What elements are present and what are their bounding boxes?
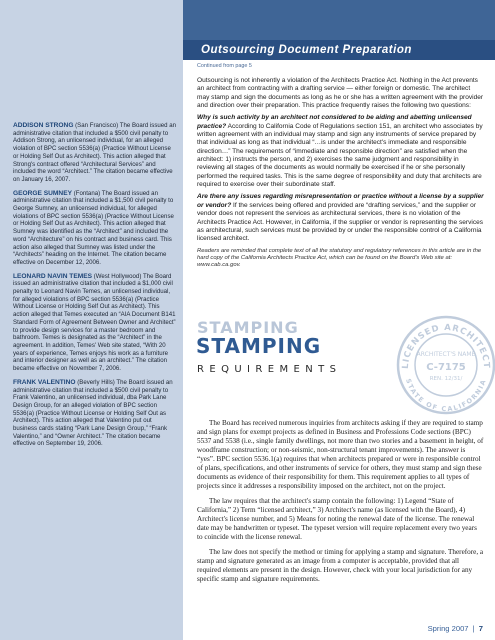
architect-seal-icon [391,310,495,420]
citation-name: ADDISON STRONG [13,122,74,129]
citations-sidebar [0,60,183,640]
stamping-paragraph: The law does not specify the method or timing for applying a stamp and signature. Therefore, a stamp and signature generated as an image from a computer is acceptable, provided that all required elements are present in the design. However, check with your local jurisdiction for any specific stamp and signature requirements. [197,548,484,583]
seal-inner-text: ARCHITECT'S NAME [416,351,476,358]
question-block-2 [197,193,484,243]
citation-item [13,122,177,184]
footer-separator: | [472,624,475,633]
citation-item [13,379,177,448]
citation-text: The Board issued an administrative citation that included a $500 civil penalty to Addison Strong, an unlicensed individual, for an alleged violation of BPC section 5536(a) (Practice Without License or Holding Self Out as Architect). This action alleged that Strong's contract offered “Architectural Services” and included the word “Architect.” The citation became effective on January 16, 2007. [13,122,176,183]
citation-text: The Board issued an administrative citation that included a $1,500 civil penalty to George Sumney, an unlicensed individual, for alleged violations of BPC section 5536(a) (Practice Without License or Holding Self Out as Architect). This action alleged that Sumney was identified as the “Architect” and included the word “Architecture” on his contract and business card. This action also alleged that Sumney was listed under the “Architects” heading on the Internet. The citation became effective on December 12, 2006. [13,189,174,266]
intro-paragraph: Outsourcing is not inherently a violation of the Architects Practice Act. Nothing in the Act prevents an architect from contracting with a drafting service — either foreign or domestic. The architect may stamp and sign the documents as long as he or she has a written agreement with the provider and direction over their preparation. This practice frequently raises the following two questions: [197,77,484,110]
footer-season: Spring 2007 [427,624,469,633]
stamping-paragraph: The law requires that the architect's stamp contain the following: 1) Legend “State of California,” 2) Term “licensed architect,” 3) Architect's name (as licensed with the Board), 4) Architect's license number, and 5) Means for noting the renewal date of the license. The renewal date may be handwritten or typeset. The typeset version will require replacement every two years to coincide with the license renewal. [197,497,477,541]
header-band [183,0,495,60]
citation-location: (Fontana) [73,189,101,197]
answer-1: According to California Code of Regulations section 151, an architect who associates by written agreement with an individual may stamp and sign any instruments of service prepared by that individual as long as that individual “…is under the architect's immediate and responsible direction…” The requirements of “immediate and responsible direction” are satisfied when the architect: 1) instructs the person, and 2) exercises the same judgment and responsibility in reviewing all stages of the documents as would normally be exercised if he or she personally performed the required tasks. This is the same degree of responsibility and duty that architects are required to exercise over their subordinate staff. [197,122,483,189]
citation-item [13,273,177,373]
stamping-heading: STAMPING [196,334,322,358]
reader-note: Readers are reminded that complete text of all the statutory and regulatory references in this article are in the hard copy of the California Architects Practice Act, which can be found on the Board's Web site at: www.cab.ca.gov. [197,247,482,269]
question-block-1 [197,114,484,189]
seal-state-text: STATE OF CALIFORNIA [404,377,488,414]
citation-item [13,190,177,267]
citation-text: The Board issued an administrative citation that included a $1,000 civil penalty to Leonard Navin Temes, an unlicensed individual, for alleged violations of BPC section 5536(a) (Practice Without License or Holding Self Out as Architect). This action alleged that Temes executed an “AIA Document B141 Standard Form of Agreement Between Owner and Architect” to provide design services for a master bedroom and bathroom. Temes is designated as the “Architect” in the agreement. In addition, Temes' Web site stated, “With 20 years of experience, Temes enjoys his work as a furniture and interior designer as well as an architect.” The citation became effective on November 7, 2006. [13,272,176,373]
seal-renew: REN. 12/31/ [429,376,463,382]
citation-text: The Board issued an administrative citation that included a $500 civil penalty to Frank Valentino, an unlicensed individual, dba Park Lane Design Group, for an alleged violation of BPC section 5536(a) (Practice Without License or Holding Self Out as Architect). This action alleged that Valentino put out business cards stating “Park Lane Design Group,” “Frank Valentino,” and “Owner Architect.” The citation became effective on September 19, 2006. [13,378,173,448]
stamping-header [183,312,495,414]
seal-top-text: LICENSED ARCHITECT [400,322,492,370]
question-1: Why is such activity by an architect not considered to be aiding and abetting unlicensed practice? [197,114,472,130]
answer-2: If the services being offered and provided are “drafting services,” and the supplier or vendor does not represent the services as architectural services, there is no violation of the Architects Practice Act. However, in California, if the supplier or vendor is representing the services as architectural, such services must be provided by or under the responsible control of a California licensed architect. [197,201,484,243]
stamping-ghost-text: STAMPING [197,318,299,337]
article-main [197,60,484,270]
citation-location: (Beverly Hills) [77,378,115,386]
citation-name: FRANK VALENTINO [13,378,76,386]
stamping-body [197,419,484,590]
citation-name: LEONARD NAVIN TEMES [13,272,93,280]
continued-note: Continued from page 5 [197,63,252,69]
page-footer [428,624,483,633]
citation-location: (San Francisco) [75,122,119,129]
citation-location: (West Hollywood) [93,272,142,280]
page-number: 7 [478,624,483,633]
question-2: Are there any issues regarding misrepresentation or practice without a license by a supplier or vendor? [197,193,484,209]
citation-name: GEORGE SUMNEY [13,189,72,197]
top-band-left [0,0,183,60]
citations-list [13,122,177,454]
requirements-subheading: REQUIREMENTS [197,364,342,375]
stamping-paragraph: The Board has received numerous inquiries from architects asking if they are required to stamp and sign plans for exempt projects as defined in Business and Professions Code sections (BPC) 5537 and 5538 (i.e., single family dwellings, not more than two stories and a basement in height, of woodframe construction; or non-seismic, non-structural tenant improvements). The answer is “yes”. BPC section 5536.1(a) requires that when architects prepared or were in responsible control of plans, specifications, and other instruments of service for others, they must stamp and sign these documents as evidence of their responsibility for them. This requirement applies to all types of projects since it addresses a responsibility imposed on the architect, not on the project. [197,419,484,490]
seal-number: C-7175 [426,362,466,373]
page-title: Outsourcing Document Preparation [183,40,495,60]
